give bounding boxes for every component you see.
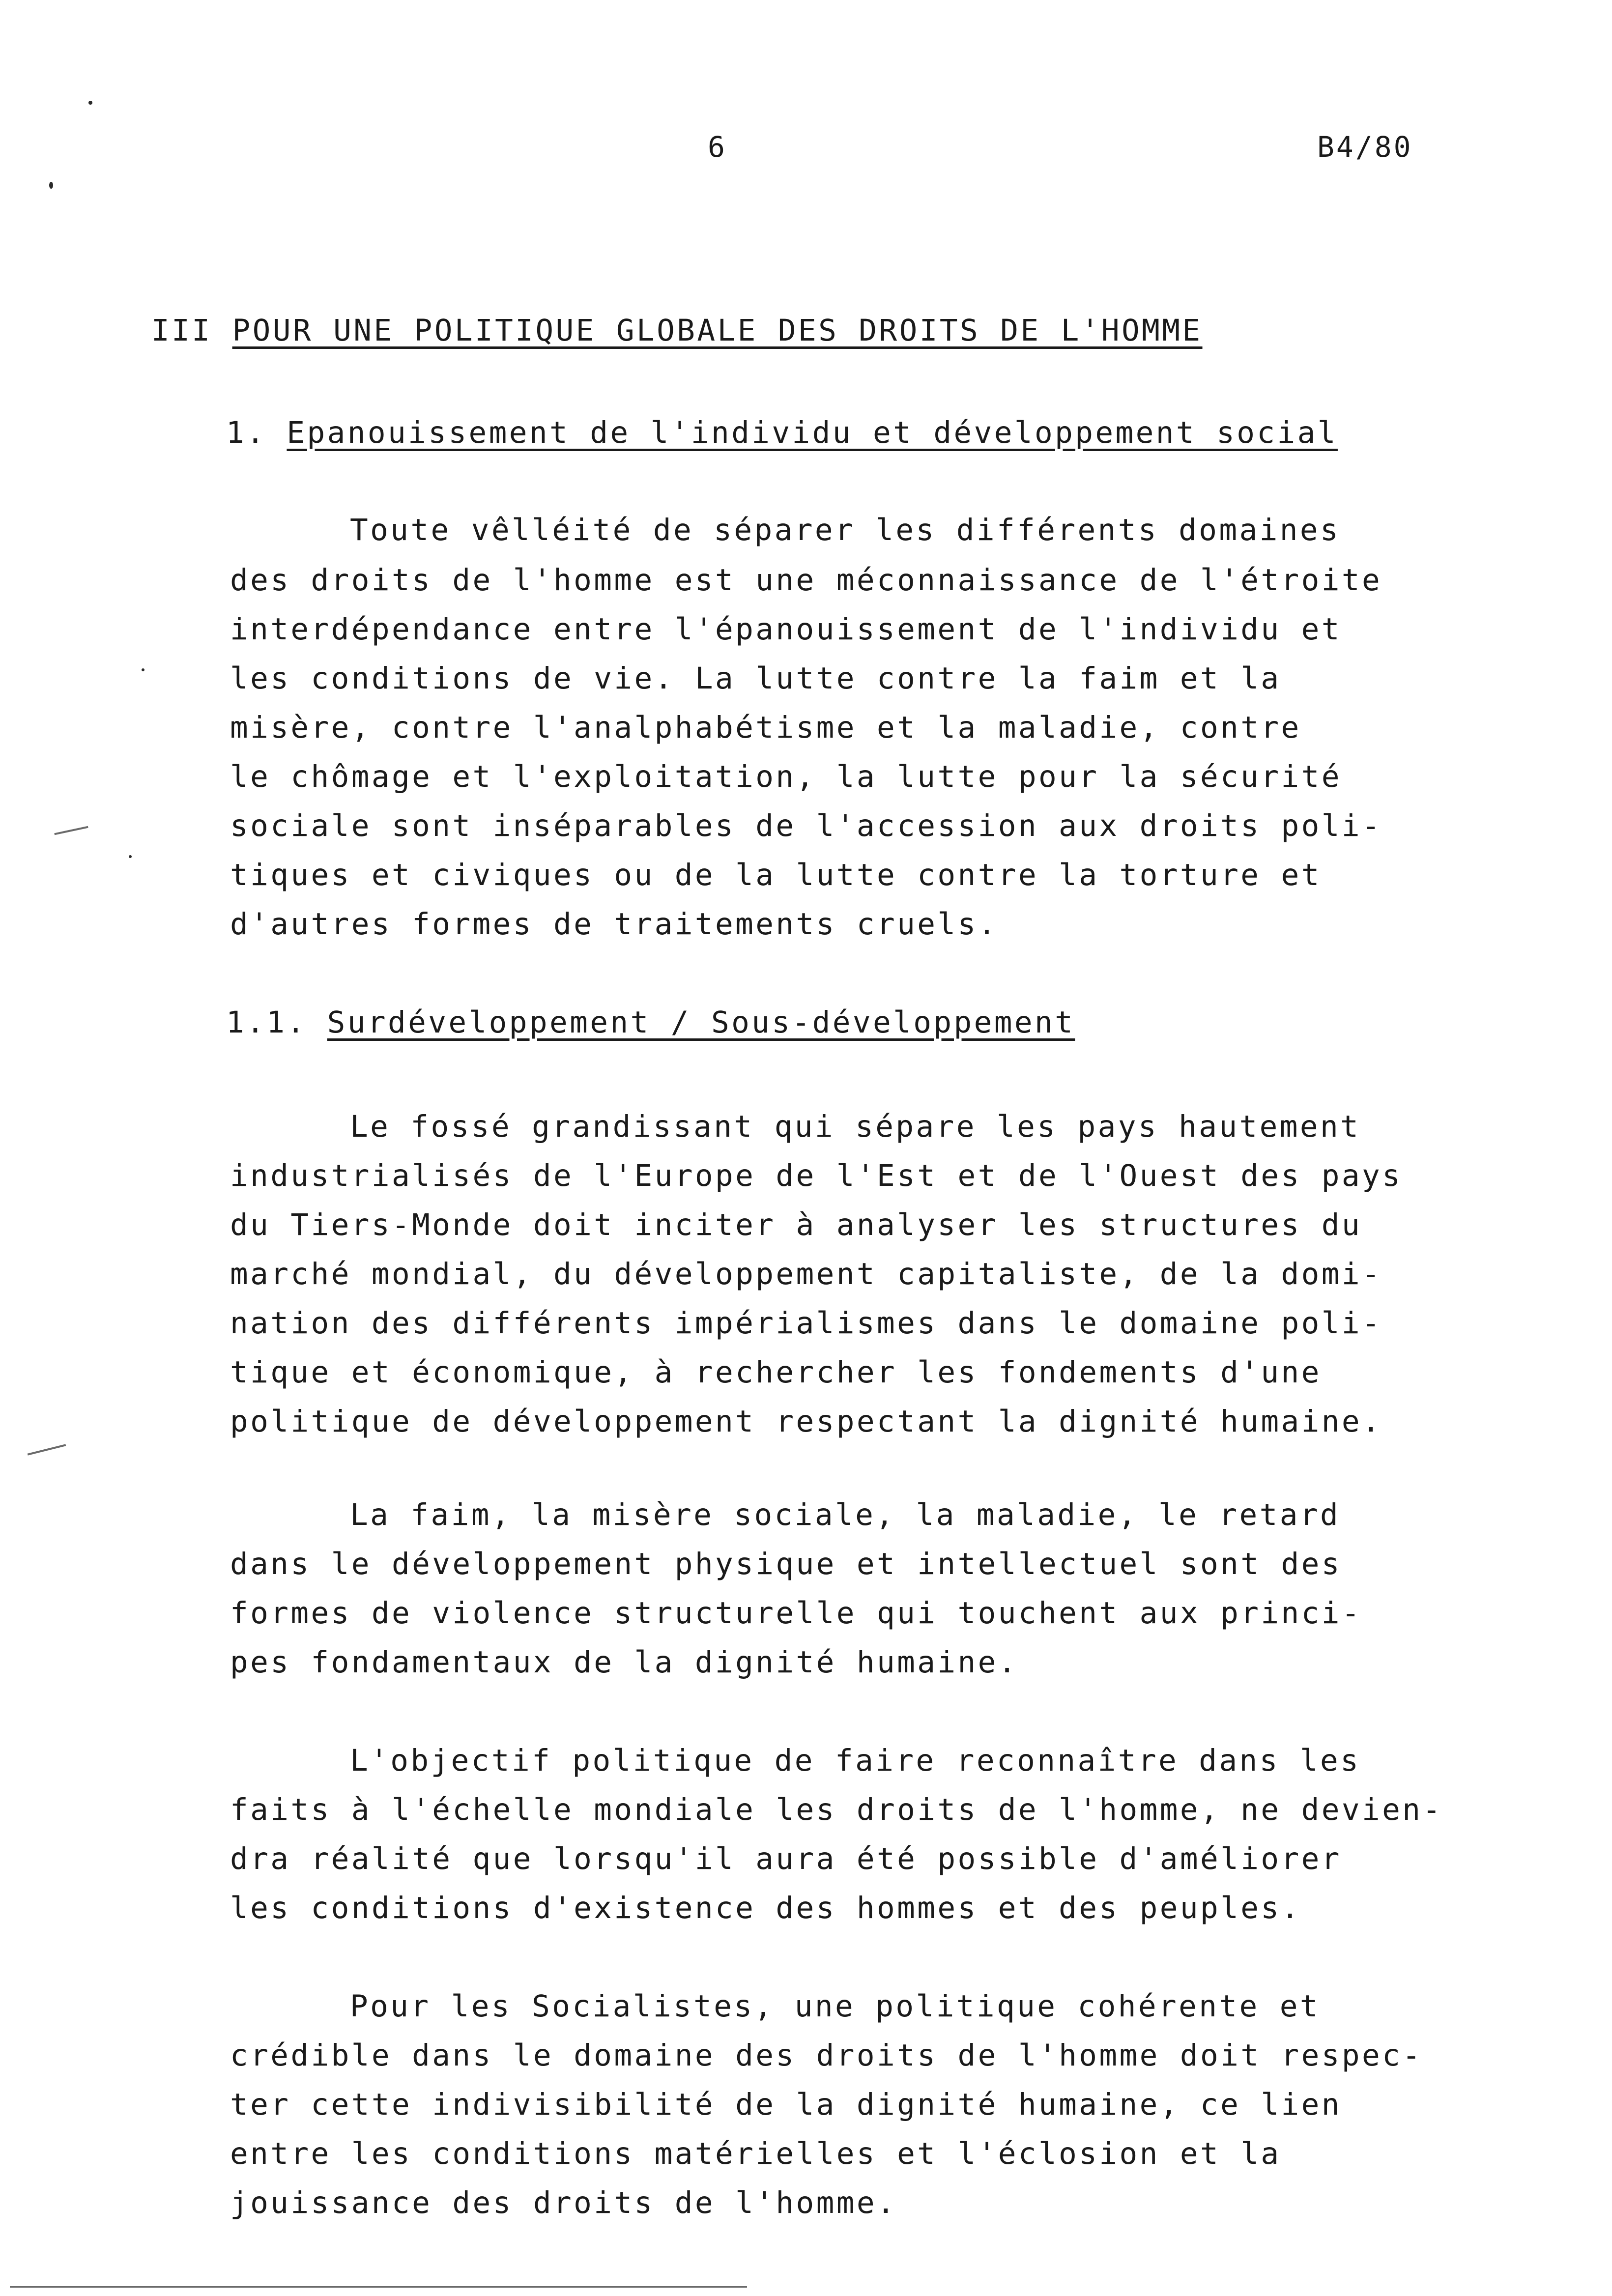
subsection-title: Surdéveloppement / Sous-développement	[327, 1005, 1075, 1040]
paragraph-line: L'objectif politique de faire reconnaître dans les	[350, 1743, 1361, 1778]
section-title: POUR UNE POLITIQUE GLOBALE DES DROITS DE L'HOMME	[232, 313, 1203, 348]
page-number: 6	[708, 130, 725, 164]
paragraph-line: jouissance des droits de l'homme.	[230, 2185, 897, 2220]
scan-speck	[49, 182, 53, 189]
document-reference: B4/80	[1317, 130, 1413, 164]
paragraph-line: Pour les Socialistes, une politique cohérente et	[350, 1989, 1321, 2024]
paragraph-line: nation des différents impérialismes dans le domaine poli-	[230, 1306, 1382, 1341]
paragraph-line: Toute vêlléité de séparer les différents domaines	[350, 513, 1341, 547]
paragraph-line: misère, contre l'analphabétisme et la maladie, contre	[230, 710, 1301, 745]
paragraph-line: dans le développement physique et intellectuel sont des	[230, 1547, 1342, 1581]
paragraph-line: des droits de l'homme est une méconnaissance de l'étroite	[230, 563, 1382, 598]
subsection-number: 1.	[226, 415, 267, 450]
paragraph-line: les conditions d'existence des hommes et des peuples.	[230, 1891, 1301, 1925]
scan-speck	[88, 101, 92, 105]
paragraph-line: politique de développement respectant la dignité humaine.	[230, 1404, 1382, 1439]
paragraph-line: interdépendance entre l'épanouissement de l'individu et	[230, 612, 1342, 647]
paragraph-line: dra réalité que lorsqu'il aura été possible d'améliorer	[230, 1841, 1342, 1876]
subsection-title: Epanouissement de l'individu et développement social	[287, 415, 1338, 450]
section-heading	[151, 313, 1203, 348]
scan-bottom-edge-line	[10, 2286, 747, 2288]
paragraph-line: ter cette indivisibilité de la dignité humaine, ce lien	[230, 2087, 1342, 2122]
paragraph-line: pes fondamentaux de la dignité humaine.	[230, 1645, 1018, 1680]
paragraph-line: faits à l'échelle mondiale les droits de l'homme, ne devien-	[230, 1792, 1443, 1827]
scan-speck	[142, 668, 144, 671]
paragraph-line: tiques et civiques ou de la lutte contre la torture et	[230, 858, 1322, 892]
paragraph-line: marché mondial, du développement capitaliste, de la domi-	[230, 1257, 1382, 1292]
scan-speck	[129, 855, 132, 858]
paragraph-line: tique et économique, à rechercher les fondements d'une	[230, 1355, 1322, 1390]
paragraph-line: formes de violence structurelle qui touchent aux princi-	[230, 1596, 1362, 1631]
paragraph-line: La faim, la misère sociale, la maladie, le retard	[350, 1497, 1341, 1532]
subsection-heading	[226, 1005, 1075, 1040]
paragraph-line: le chômage et l'exploitation, la lutte pour la sécurité	[230, 759, 1342, 794]
paragraph-line: les conditions de vie. La lutte contre la faim et la	[230, 661, 1281, 696]
paragraph-line: d'autres formes de traitements cruels.	[230, 907, 998, 942]
paragraph-line: Le fossé grandissant qui sépare les pays hautement	[350, 1109, 1361, 1144]
scan-mark	[28, 1444, 66, 1455]
paragraph-line: entre les conditions matérielles et l'éclosion et la	[230, 2136, 1281, 2171]
paragraph-line: crédible dans le domaine des droits de l'homme doit respec-	[230, 2038, 1423, 2073]
paragraph-line: sociale sont inséparables de l'accession aux droits poli-	[230, 808, 1382, 843]
subsection-number: 1.1.	[226, 1005, 307, 1040]
scan-mark	[54, 826, 88, 835]
paragraph-line: du Tiers-Monde doit inciter à analyser les structures du	[230, 1207, 1362, 1242]
section-number: III	[151, 313, 212, 348]
paragraph-line: industrialisés de l'Europe de l'Est et de l'Ouest des pays	[230, 1158, 1403, 1193]
subsection-heading	[226, 415, 1338, 450]
